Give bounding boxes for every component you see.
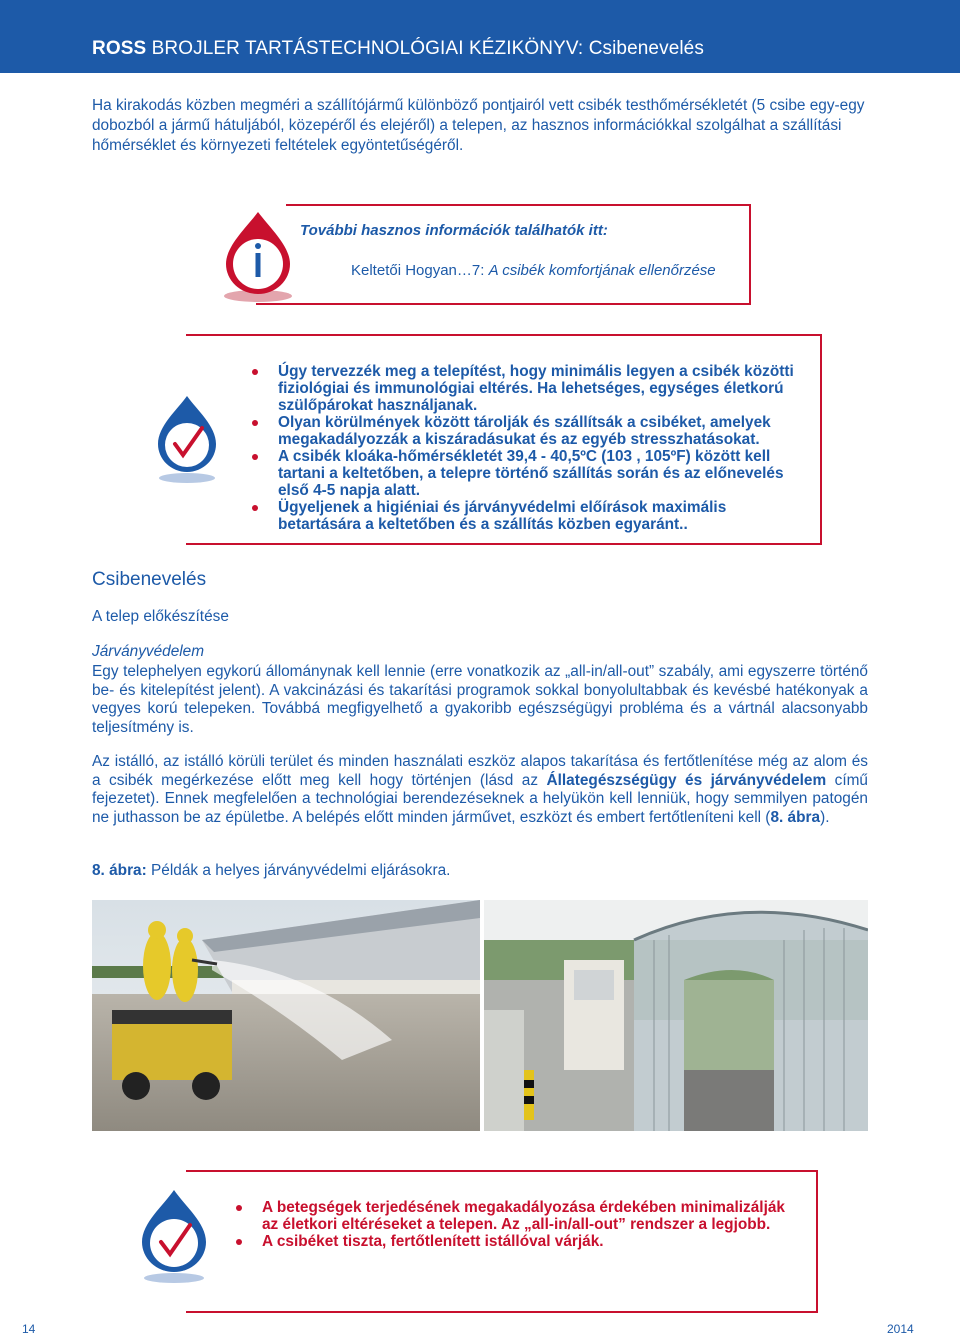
list-item: Olyan körülmények között tárolják és szállítsák a csibéket, amelyek megakadályozzák a kiszáradásukat és az egyéb stresszhatásokat. <box>248 414 798 448</box>
checklist-2 <box>232 1199 792 1250</box>
para-2-text-b: című fejezetet). Ennek megfelelően a technológiai berendezéseknek a helyükön kell lenniük, hogy semmilyen patogén ne juthasson be az épületbe. A belépés előtt minden járművet, eszközt és embert fertőtleníteni kell ( <box>92 771 868 826</box>
checkmark-drop-icon <box>150 392 224 486</box>
page-header <box>0 0 960 73</box>
intro-paragraph: Ha kirakodás közben megméri a szállítójármű különböző pontjairól vett csibék testhőmérsékletét (5 csibe egy-egy dobozból a jármű hátuljából, közepéről és elejéről) a telepen, az hasznos információkkal szolgálhat a szállítási hőmérséklet és környezeti feltételek egyöntetűségéről. <box>92 97 865 154</box>
header-manual-title: BROJLER TARTÁSTECHNOLÓGIAI KÉZIKÖNYV: <box>151 38 584 59</box>
footer-year: 2014 <box>887 1322 914 1336</box>
figure-caption-text: Példák a helyes járványvédelmi eljárásokra. <box>151 862 451 879</box>
para-2-figure-ref: 8. ábra <box>770 808 821 826</box>
checkmark-drop-icon-2 <box>134 1186 214 1286</box>
header-brand: ROSS <box>92 38 147 59</box>
list-item: A betegségek terjedésének megakadályozása érdekében minimalizálják az életkori eltéréseket a telepen. Az „all-in/all-out” rendszer a legjobb. <box>232 1199 792 1233</box>
info-drop-icon <box>212 206 304 306</box>
header-title <box>92 38 704 60</box>
para-2-text-a: Az istálló, az istálló körüli terület és minden használati eszköz alapos takarítása és fertőtlenítése még az alom és a csibék megérkezése előtt meg kell hogy történjen (lásd az <box>92 753 868 789</box>
list-item: A csibéket tiszta, fertőtlenített istállóval várják. <box>232 1233 792 1250</box>
info-ref-prefix: Keltetői Hogyan…7: <box>351 262 485 279</box>
para-2-text-c: ). <box>820 808 830 826</box>
section-title: Csibenevelés <box>92 569 207 590</box>
info-title: További hasznos információk találhatók itt: <box>300 222 608 239</box>
list-item: Úgy tervezzék meg a telepítést, hogy minimális legyen a csibék közötti fiziológiai és immunológiai eltérés. Ha lehetséges, egységes életkorú szülőpárokat használjanak. <box>248 363 798 414</box>
para-2-chapter-ref: Állategészségügy és járványvédelem <box>546 771 827 789</box>
photo-spraying-disinfectant <box>92 900 480 1131</box>
checklist-1 <box>248 363 798 533</box>
subheading-italic: Járványvédelem <box>92 643 205 660</box>
info-ref-title: A csibék komfortjának ellenőrzése <box>488 262 716 279</box>
paragraph-1: Egy telephelyen egykorú állománynak kell lennie (erre vonatkozik az „all-in/all-out” szabály, ami egyszerre történő be- és kitelepítést jelent). A vakcinázási és takarítási programok sokkal bonyolultabbak és kevésbé hatékonyak a vegyes korú telepeken. Továbbá megfigyelhető a gyakoribb egészségügyi probléma és a vártnál alacsonyabb teljesítmény is. <box>92 663 868 736</box>
figure-label: 8. ábra: <box>92 862 147 879</box>
list-item: Ügyeljenek a higiéniai és járványvédelmi előírások maximális betartására a keltetőben és a szállítás közben egyaránt.. <box>248 499 798 533</box>
header-section: Csibenevelés <box>588 38 704 59</box>
info-reference <box>351 262 716 279</box>
paragraph-2 <box>92 753 868 827</box>
info-box <box>256 204 751 305</box>
page-number: 14 <box>22 1322 36 1336</box>
figure-caption <box>92 862 450 880</box>
photo-disinfection-gate <box>484 900 868 1131</box>
subsection-title: A telep előkészítése <box>92 608 229 625</box>
list-item: A csibék kloáka-hőmérsékletét 39,4 - 40,5ºC (103 , 105ºF) között kell tartani a keltetőben, a telepre történő szállítás során és az előnevelés első 4-5 napja alatt. <box>248 448 798 499</box>
